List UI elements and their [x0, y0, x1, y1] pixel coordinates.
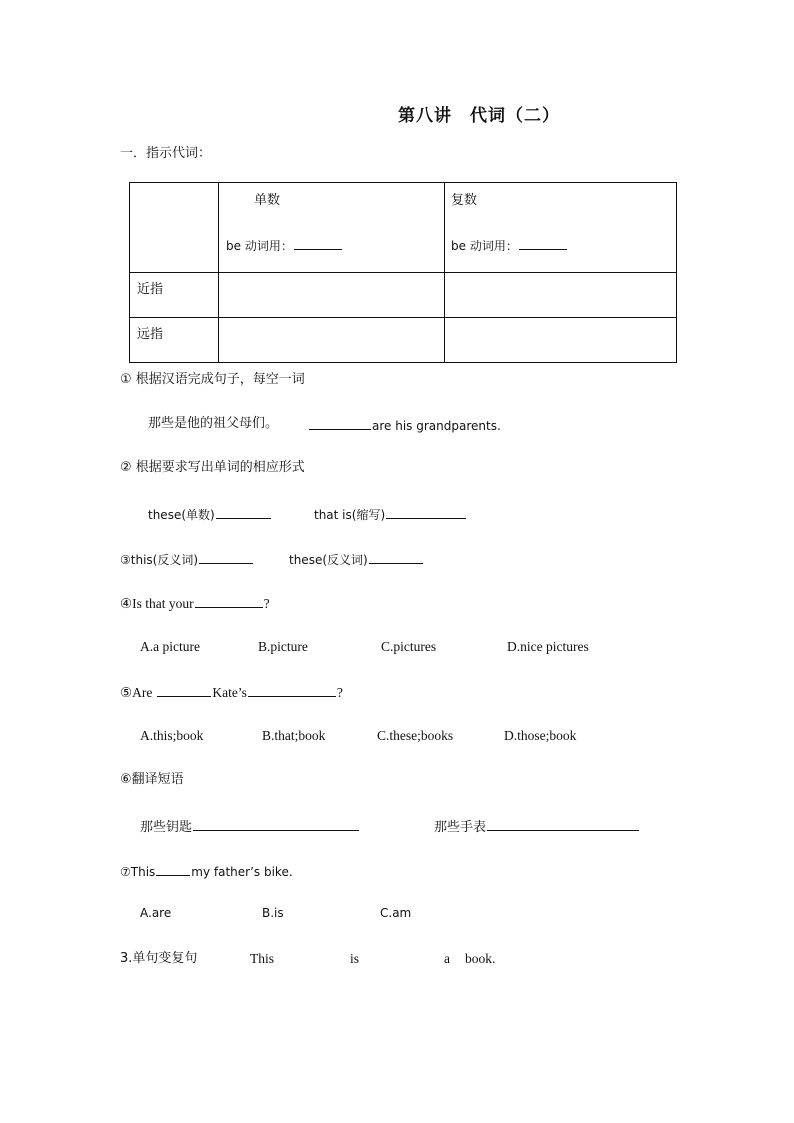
singular-header: 单数 — [254, 193, 281, 208]
q4-option-a[interactable]: A.a picture — [140, 639, 200, 654]
q3-item1-blank[interactable] — [199, 551, 253, 564]
q4-option-c[interactable]: C.pictures — [381, 639, 437, 654]
q8-word-a: a — [444, 951, 450, 966]
q4-blank[interactable] — [195, 595, 263, 608]
q6-item1-label: 那些钥匙 — [140, 820, 193, 835]
q8-word-book: book. — [465, 951, 496, 966]
q2-heading: ② 根据要求写出单词的相应形式 — [120, 460, 305, 475]
q5-stem-part3: ? — [336, 685, 343, 700]
q6-item2 — [434, 818, 640, 834]
q7-option-c[interactable]: C.am — [380, 906, 412, 920]
far-singular-cell[interactable] — [219, 318, 445, 363]
q3-item1-label: ③this(反义词) — [120, 553, 199, 567]
q6-item1 — [140, 818, 360, 834]
q5-blank2[interactable] — [248, 684, 336, 697]
q7-stem-before: ⑦This — [120, 865, 156, 879]
singular-be-label: be 动词用： — [226, 239, 293, 253]
q2-item1-blank[interactable] — [216, 506, 271, 519]
q5-stem-part1: ⑤Are — [120, 685, 153, 700]
plural-header-cell — [445, 183, 677, 273]
plural-be-label: be 动词用： — [451, 239, 518, 253]
q4-stem-before: ④Is that your — [120, 596, 194, 611]
q3-item2 — [289, 551, 424, 566]
singular-be-line — [226, 237, 343, 252]
q8-word-this: This — [250, 951, 275, 966]
singular-be-blank[interactable] — [294, 237, 342, 250]
q4-option-d[interactable]: D.nice pictures — [507, 639, 589, 654]
q3-item2-label: these(反义词) — [289, 553, 368, 567]
row-far-label-cell — [130, 318, 219, 363]
plural-be-blank[interactable] — [519, 237, 567, 250]
q4-stem-after: ? — [263, 596, 270, 611]
table-corner-cell — [130, 183, 219, 273]
row-far-label: 远指 — [137, 327, 164, 342]
q5-option-c[interactable]: C.these;books — [377, 728, 454, 743]
row-near-label-cell — [130, 273, 219, 318]
q1-chinese: 那些是他的祖父母们。 — [148, 416, 279, 431]
q2-item2-label: that is(缩写) — [314, 508, 386, 522]
q2-item2-blank[interactable] — [386, 506, 466, 519]
q7-option-b[interactable]: B.is — [262, 906, 284, 920]
q2-item2 — [314, 506, 467, 521]
q2-item1 — [148, 506, 272, 521]
q5-stem — [120, 684, 343, 700]
q5-stem-part2: Kate’s — [212, 685, 247, 700]
q5-option-d[interactable]: D.those;book — [504, 728, 577, 743]
q3-item2-blank[interactable] — [369, 551, 423, 564]
q5-option-b[interactable]: B.that;book — [262, 728, 326, 743]
q8-word-is: is — [350, 951, 360, 966]
q1-english-line — [309, 417, 501, 432]
far-plural-cell[interactable] — [445, 318, 677, 363]
q1-blank[interactable] — [309, 417, 371, 430]
q4-stem — [120, 595, 270, 611]
page-title: 第八讲 代词（二） — [398, 106, 560, 126]
plural-header: 复数 — [451, 193, 478, 208]
q1-english: are his grandparents. — [372, 419, 501, 433]
near-plural-cell[interactable] — [445, 273, 677, 318]
q1-heading: ① 根据汉语完成句子，每空一词 — [120, 372, 305, 387]
q4-option-b[interactable]: B.picture — [258, 639, 308, 654]
q5-option-a[interactable]: A.this;book — [140, 728, 204, 743]
singular-header-cell — [219, 183, 445, 273]
row-near-label: 近指 — [137, 282, 164, 297]
q5-blank1[interactable] — [157, 684, 211, 697]
q7-stem-after: my father’s bike. — [191, 865, 293, 879]
q6-heading: ⑥翻译短语 — [120, 772, 184, 787]
near-singular-cell[interactable] — [219, 273, 445, 318]
q7-stem — [120, 863, 293, 878]
q2-item1-label: these(单数) — [148, 508, 215, 522]
demonstrative-pronoun-table — [129, 182, 677, 363]
section-heading-demonstratives: 一．指示代词： — [120, 146, 212, 161]
q6-item2-blank[interactable] — [487, 818, 639, 831]
plural-be-line — [451, 237, 568, 252]
q8-heading: 3.单句变复句 — [120, 951, 198, 966]
q3-item1 — [120, 551, 254, 566]
q7-blank[interactable] — [156, 863, 190, 876]
q7-option-a[interactable]: A.are — [140, 906, 172, 920]
q6-item2-label: 那些手表 — [434, 820, 487, 835]
q6-item1-blank[interactable] — [193, 818, 359, 831]
